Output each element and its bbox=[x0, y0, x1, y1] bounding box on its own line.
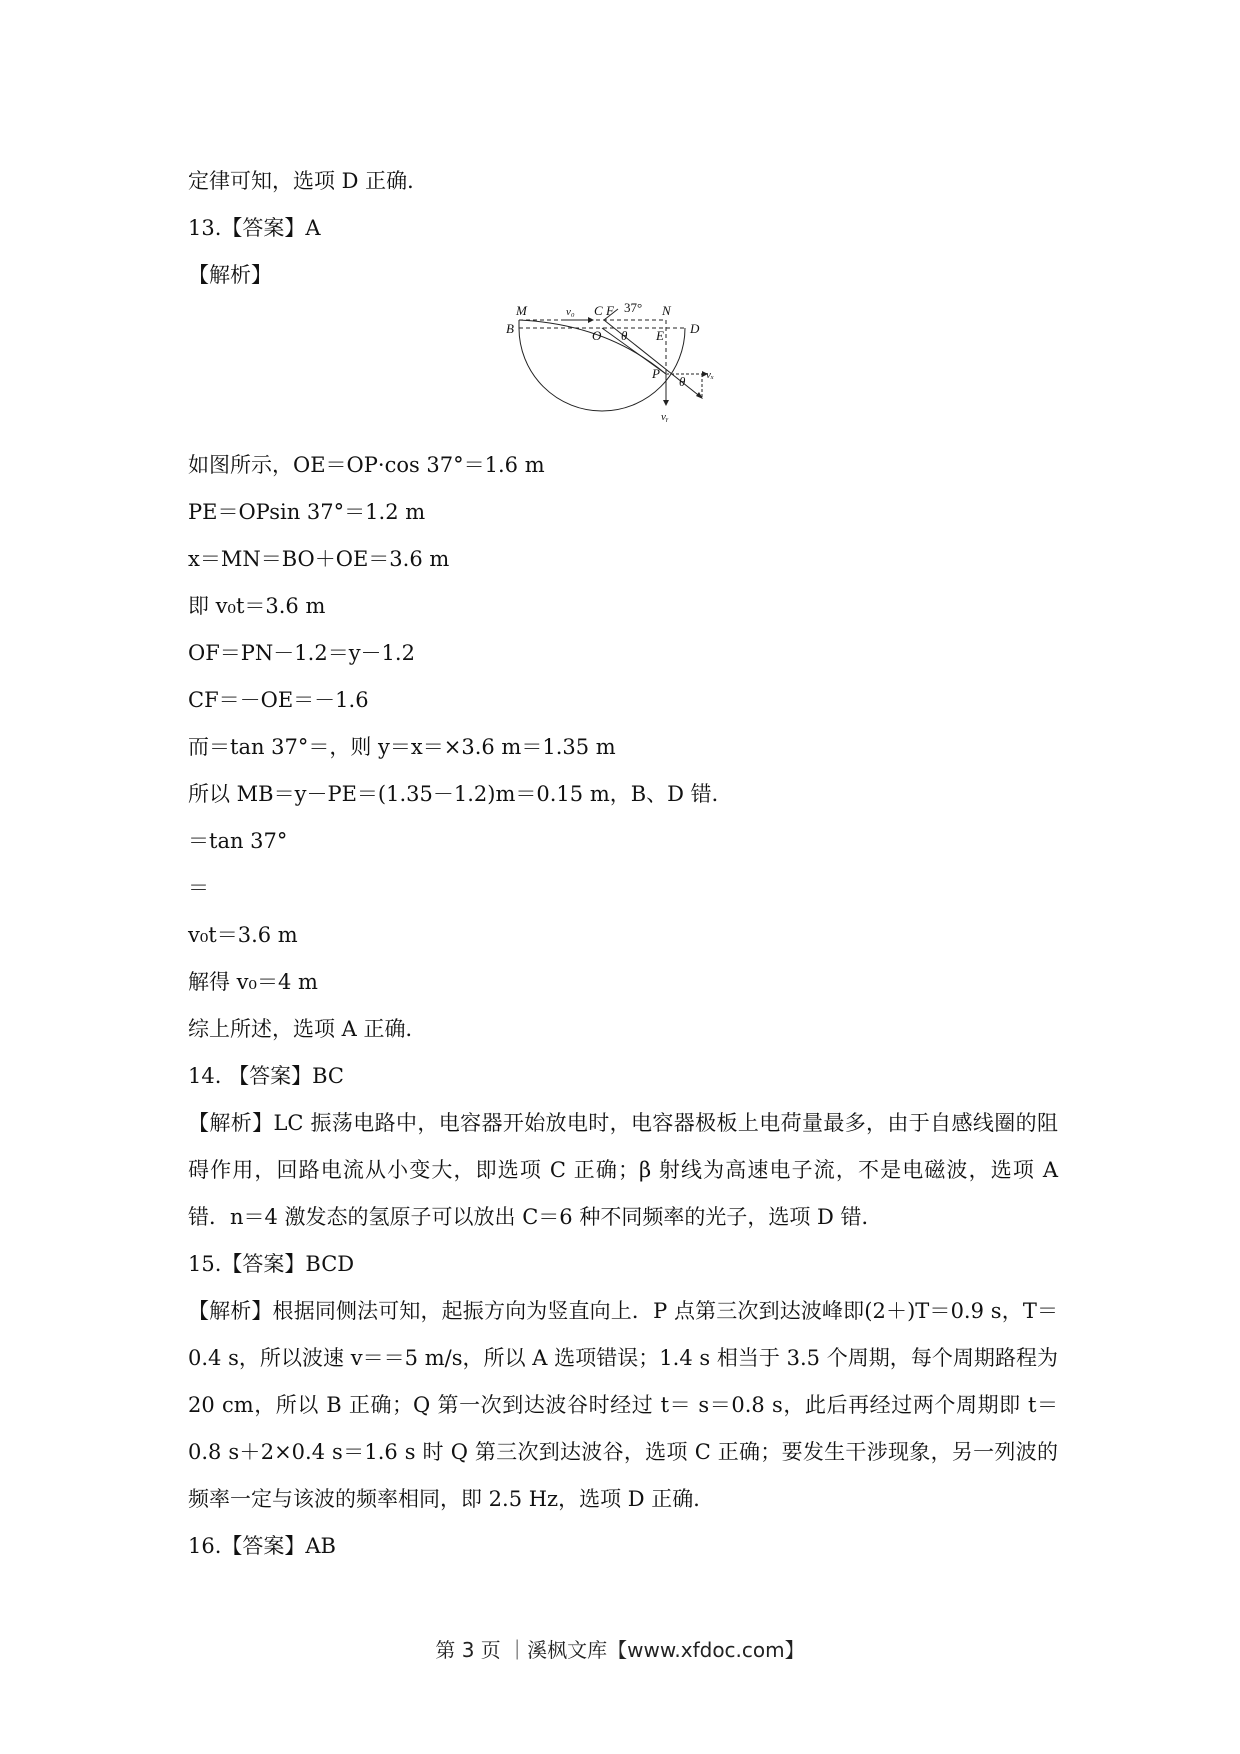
label-M: M bbox=[516, 303, 527, 318]
label-O: O bbox=[592, 328, 602, 343]
label-C: C bbox=[594, 303, 603, 318]
label-B: B bbox=[506, 321, 514, 336]
answer-14: 14. 【答案】BC bbox=[188, 1064, 344, 1088]
page-content bbox=[188, 158, 1058, 1570]
conclusion-line: 综上所述，选项 A 正确． bbox=[188, 1017, 427, 1041]
analysis-heading: 【解析】 bbox=[188, 263, 272, 287]
projectile-diagram bbox=[188, 302, 1058, 434]
label-37: 37° bbox=[624, 302, 643, 315]
solution-line: ＝tan 37° bbox=[188, 829, 288, 853]
answer-15: 15.【答案】BCD bbox=[188, 1252, 355, 1276]
label-F: F bbox=[606, 303, 614, 318]
label-vx: vₓ bbox=[706, 369, 715, 381]
tangent-line bbox=[604, 320, 702, 398]
answer-13: 13.【答案】A bbox=[188, 216, 321, 240]
label-N: N bbox=[662, 303, 671, 318]
solution-line: 即 v₀t＝3.6 m bbox=[188, 594, 326, 618]
solution-line: 所以 MB＝y－PE＝(1.35－1.2)m＝0.15 m，B、D 错． bbox=[188, 782, 733, 806]
label-E: E bbox=[656, 328, 664, 343]
solution-line: x＝MN＝BO＋OE＝3.6 m bbox=[188, 547, 450, 571]
label-theta-1: θ bbox=[621, 328, 628, 343]
solution-line: 解得 v₀＝4 m bbox=[188, 970, 318, 994]
solution-line: 而＝tan 37°＝，则 y＝x＝×3.6 m＝1.35 m bbox=[188, 735, 616, 759]
label-v0: v₀ bbox=[566, 306, 575, 318]
page-footer: 第 3 页 ｜溪枫文库【www.xfdoc.com】 bbox=[435, 1638, 805, 1662]
label-vy: vᵧ bbox=[661, 411, 669, 423]
label-D: D bbox=[690, 321, 700, 336]
analysis-15: 【解析】根据同侧法可知，起振方向为竖直向上．P 点第三次到达波峰即(2＋)T＝0.9 s，T＝0.4 s，所以波速 v＝＝5 m/s，所以 A 选项错误；1.4 s 相当于 3.5 个周期，每个周期路程为 20 cm，所以 B 正确；Q 第一次到达波谷时经过 t＝ s＝0.8 s，此后再经过两个周期即 t＝0.8 s＋2×0.4 s＝1.6 s 时 Q 第三次到达波谷，选项 C 正确；要发生干涉现象，另一列波的频率一定与该波的频率相同，即 2.5 Hz，选项 D 正确． bbox=[188, 1299, 1058, 1511]
text-line: 定律可知，选项 D 正确． bbox=[188, 169, 429, 193]
label-P: P bbox=[652, 366, 660, 381]
analysis-14: 【解析】LC 振荡电路中，电容器开始放电时，电容器极板上电荷量最多，由于自感线圈的阻碍作用，回路电流从小变大，即选项 C 正确；β 射线为高速电子流，不是电磁波，选项 A 错．n＝4 激发态的氢原子可以放出 C＝6 种不同频率的光子，选项 D 错． bbox=[188, 1111, 1058, 1229]
solution-line: v₀t＝3.6 m bbox=[188, 923, 298, 947]
solution-line: 如图所示，OE＝OP·cos 37°＝1.6 m bbox=[188, 453, 545, 477]
solution-line: PE＝OPsin 37°＝1.2 m bbox=[188, 500, 426, 524]
diagram-svg bbox=[506, 302, 746, 432]
answer-16: 16.【答案】AB bbox=[188, 1534, 336, 1558]
solution-line: OF＝PN－1.2＝y－1.2 bbox=[188, 641, 415, 665]
solution-line: CF＝－OE＝－1.6 bbox=[188, 688, 369, 712]
solution-line: ＝ bbox=[188, 876, 209, 900]
label-theta-2: θ bbox=[679, 374, 686, 389]
vy-arrowhead bbox=[663, 400, 669, 406]
